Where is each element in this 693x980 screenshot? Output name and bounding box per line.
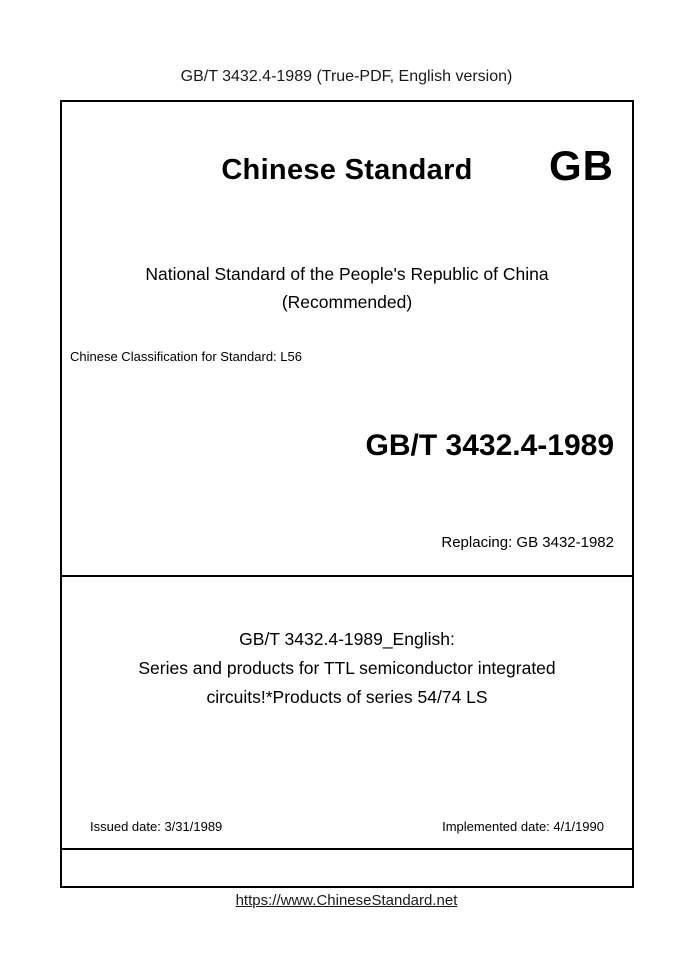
implemented-date: Implemented date: 4/1/1990 bbox=[442, 819, 604, 834]
gb-logo-mark: GB bbox=[549, 142, 614, 189]
page-title: Chinese Standard bbox=[221, 154, 473, 186]
footer-website-link[interactable]: https://www.ChineseStandard.net bbox=[235, 892, 458, 909]
issued-date: Issued date: 3/31/1989 bbox=[90, 819, 223, 834]
cover-bottom-bar bbox=[62, 850, 632, 886]
english-title-line3: circuits!*Products of series 54/74 LS bbox=[206, 687, 488, 707]
cover-upper-section bbox=[62, 102, 632, 577]
replacing-text: Replacing: GB 3432-1982 bbox=[441, 534, 614, 551]
cover-subtitle bbox=[62, 260, 632, 316]
dates-row bbox=[62, 819, 632, 834]
document-header-caption: GB/T 3432.4-1989 (True-PDF, English version) bbox=[180, 68, 513, 85]
classification-text: Chinese Classification for Standard: L56 bbox=[70, 349, 302, 364]
cover-frame bbox=[60, 100, 634, 888]
cover-subtitle-line1: National Standard of the People's Republic of China bbox=[145, 264, 549, 284]
english-title-line2: Series and products for TTL semiconductor integrated bbox=[138, 658, 556, 678]
english-title-line1: GB/T 3432.4-1989_English: bbox=[239, 629, 455, 649]
cover-lower-section bbox=[62, 577, 632, 850]
cover-subtitle-line2: (Recommended) bbox=[281, 292, 413, 312]
standard-number: GB/T 3432.4-1989 bbox=[365, 429, 614, 462]
english-title-block bbox=[62, 625, 632, 712]
